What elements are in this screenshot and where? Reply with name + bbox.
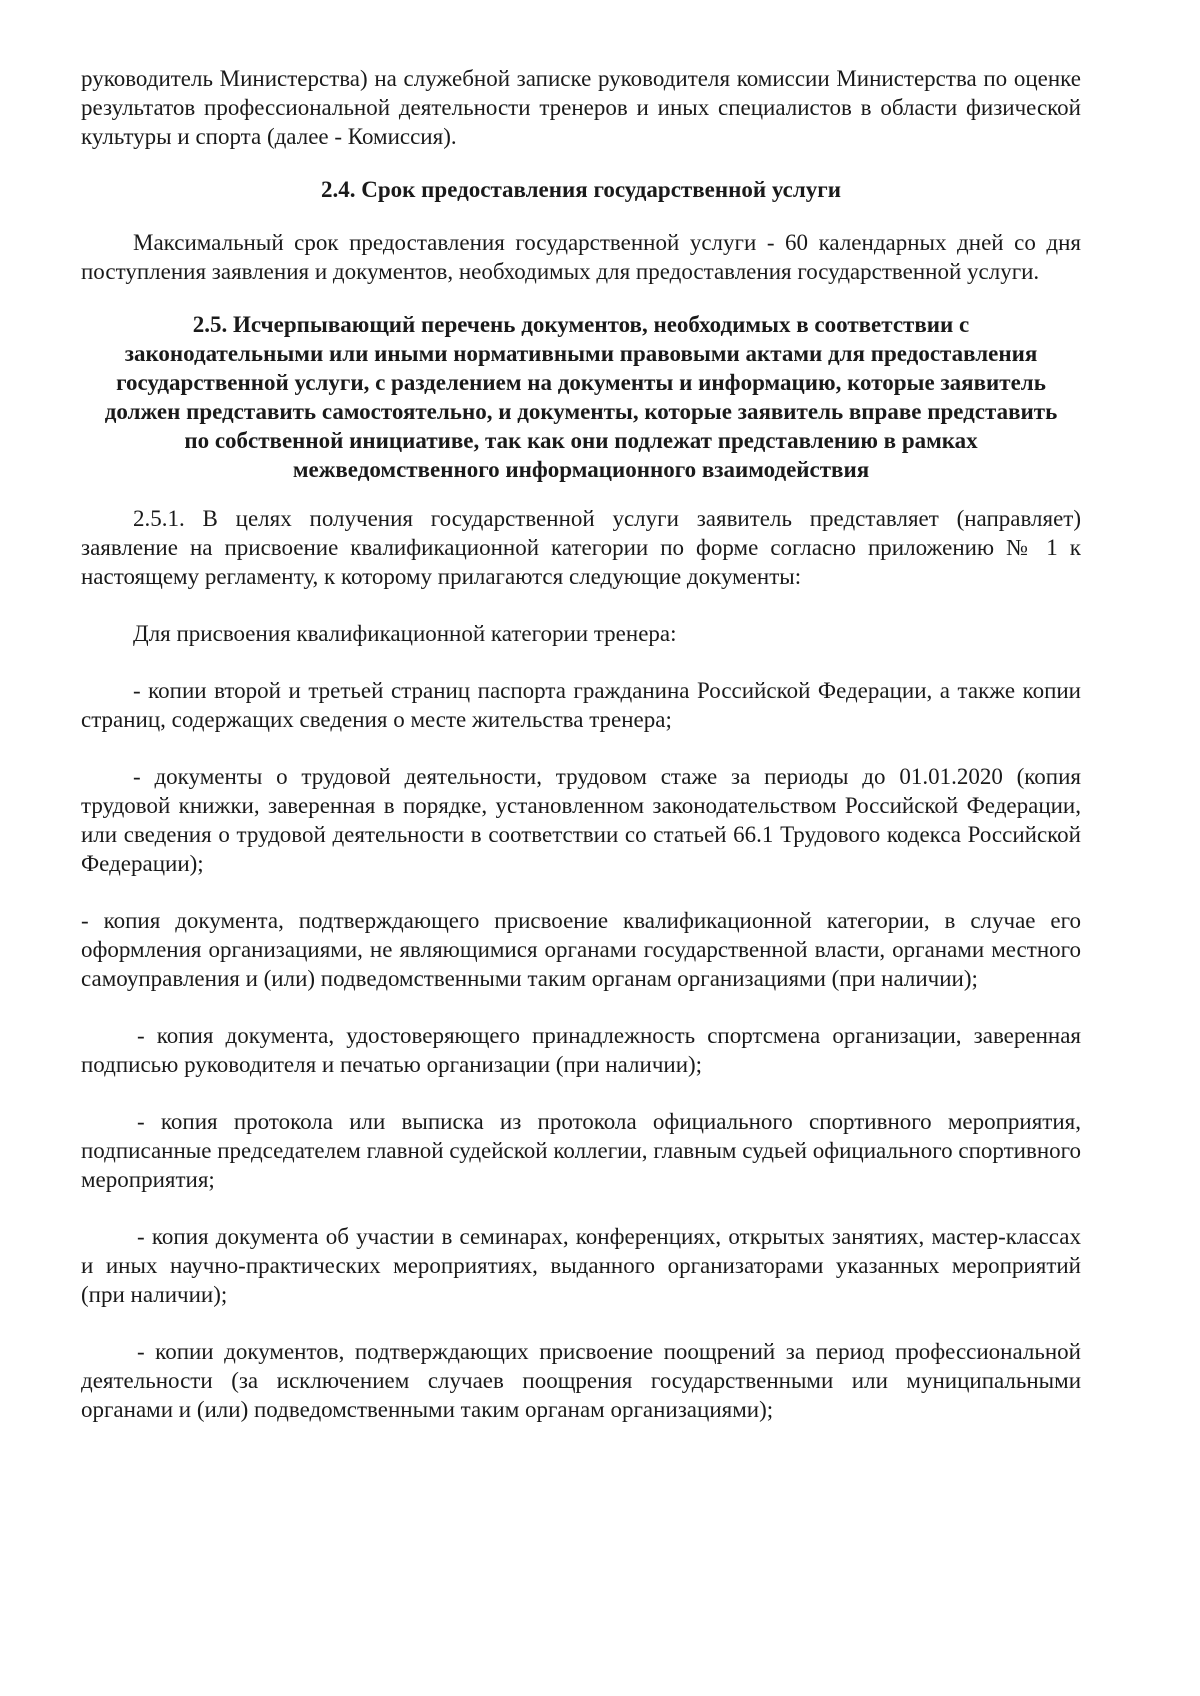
list-item-athlete-affiliation: - копия документа, удостоверяющего принадлежность спортсмена организации, заверенная подписью руководителя и печатью организации (при наличии); [81, 1023, 1081, 1077]
paragraph-for-trainer: Для присвоения квалификационной категории тренера: [133, 621, 677, 646]
list-item-seminars: - копия документа об участии в семинарах, конференциях, открытых занятиях, мастер-классах и иных научно-практических мероприятиях, выданного организаторами указанных мероприятий (при наличии); [81, 1224, 1081, 1307]
heading-2-5: 2.5. Исчерпывающий перечень документов, необходимых в соответствии с законодательными или иными нормативными правовыми актами для предоставления государственной услуги, с разделением на документы и информацию, которые заявитель должен представить самостоятельно, и документы, которые заявитель вправе представить по собственной инициативе, так как они подлежат представлению в рамках межведомственного информационного взаимодействия [104, 312, 1058, 482]
list-item-protocol: - копия протокола или выписка из протокола официального спортивного мероприятия, подписанные председателем главной судейской коллегии, главным судьей официального спортивного мероприятия; [81, 1109, 1081, 1192]
document-page [81, 64, 1081, 1424]
paragraph-2-4: Максимальный срок предоставления государственной услуги - 60 календарных дней со дня поступления заявления и документов, необходимых для предоставления государственной услуги. [81, 230, 1081, 284]
list-item-category-doc: - копия документа, подтверждающего присвоение квалификационной категории, в случае его оформления организациями, не являющимися органами государственной власти, органами местного самоуправления и (или) подведомственными таким органам организациями (при наличии); [81, 908, 1081, 991]
heading-2-4: 2.4. Срок предоставления государственной услуги [321, 177, 841, 202]
list-item-employment: - документы о трудовой деятельности, трудовом стаже за периоды до 01.01.2020 (копия трудовой книжки, заверенная в порядке, установленном законодательством Российской Федерации, или сведения о трудовой деятельности в соответствии со статьей 66.1 Трудового кодекса Российской Федерации); [81, 764, 1081, 876]
list-item-awards: - копии документов, подтверждающих присвоение поощрений за период профессиональной деятельности (за исключением случаев поощрения государственными или муниципальными органами и (или) подведомственными таким органам организациями); [81, 1339, 1081, 1422]
paragraph-2-5-1: 2.5.1. В целях получения государственной услуги заявитель представляет (направляет) заявление на присвоение квалификационной категории по форме согласно приложению № 1 к настоящему регламенту, к которому прилагаются следующие документы: [81, 506, 1081, 589]
list-item-passport: - копии второй и третьей страниц паспорта гражданина Российской Федерации, а также копии страниц, содержащих сведения о месте жительства тренера; [81, 678, 1081, 732]
paragraph-intro: руководитель Министерства) на служебной записке руководителя комиссии Министерства по оценке результатов профессиональной деятельности тренеров и иных специалистов в области физической культуры и спорта (далее - Комиссия). [81, 66, 1081, 149]
